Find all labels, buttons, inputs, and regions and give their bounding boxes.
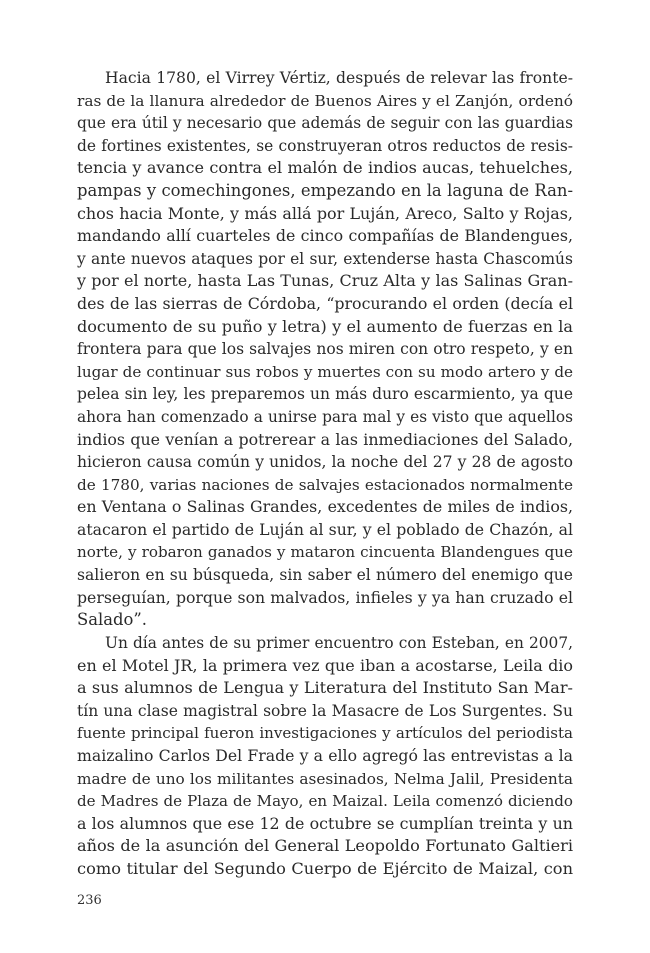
text-line: pelea sin ley, les preparemos un más duro escarmiento, ya que (77, 385, 573, 404)
text-line: perseguían, porque son malvados, infieles y ya han cruzado el (77, 587, 573, 607)
text-line: indios que venían a potrerear a las inmediaciones del Salado, (77, 429, 573, 449)
text-line: de 1780, varias naciones de salvajes estacionados normalmente (77, 475, 573, 494)
text-line: frontera para que los salvajes nos miren con otro respeto, y en (77, 340, 573, 359)
text-line: mandando allí cuarteles de cinco compañías de Blandengues, (77, 226, 573, 246)
page-number: 236 (77, 893, 102, 908)
paragraph-1 (77, 67, 573, 632)
text-line: pampas y comechingones, empezando en la laguna de Ran- (77, 180, 573, 200)
text-line: documento de su puño y letra) y el aumento de fuerzas en la (77, 316, 573, 336)
text-line: y ante nuevos ataques por el sur, extenderse hasta Chascomús (77, 249, 573, 268)
text-line: tín una clase magistral sobre la Masacre de Los Surgentes. Su (77, 701, 573, 720)
text-line: de Madres de Plaza de Mayo, en Maizal. Leila comenzó diciendo (77, 792, 573, 811)
text-line: atacaron el partido de Luján al sur, y el poblado de Chazón, al (77, 519, 573, 539)
paragraph-2 (77, 632, 573, 881)
text-line: en el Motel JR, la primera vez que iban a acostarse, Leila dio (77, 655, 573, 675)
text-line: ahora han comenzado a unirse para mal y es visto que aquellos (77, 407, 573, 426)
text-line: norte, y robaron ganados y mataron cincuenta Blandengues que (77, 543, 573, 562)
text-line: hicieron causa común y unidos, la noche del 27 y 28 de agosto (77, 453, 573, 472)
text-line: tencia y avance contra el malón de indios aucas, tehuelches, (77, 158, 573, 178)
text-line: Hacia 1780, el Virrey Vértiz, después de relevar las fronte- (105, 69, 573, 87)
text-line: y por el norte, hasta Las Tunas, Cruz Alta y las Salinas Gran- (77, 271, 573, 291)
text-line: a los alumnos que ese 12 de octubre se cumplían treinta y un (77, 813, 573, 833)
text-line: a sus alumnos de Lengua y Literatura del Instituto San Mar- (77, 678, 573, 698)
text-line: madre de uno los militantes asesinados, Nelma Jalil, Presidenta (77, 769, 573, 788)
text-line: en Ventana o Salinas Grandes, excedentes de miles de indios, (77, 497, 573, 517)
text-line: maizalino Carlos Del Frade y a ello agregó las entrevistas a la (77, 745, 573, 765)
text-line: como titular del Segundo Cuerpo de Ejército de Maizal, con (77, 858, 573, 878)
text-line: ras de la llanura alrededor de Buenos Aires y el Zanjón, ordenó (77, 91, 573, 110)
text-line: que era útil y necesario que además de seguir con las guardias (77, 114, 573, 133)
text-line: años de la asunción del General Leopoldo Fortunato Galtieri (77, 836, 573, 856)
text-line: lugar de continuar sus robos y muertes con su modo artero y de (77, 362, 573, 381)
text-line: salieron en su búsqueda, sin saber el número del enemigo que (77, 566, 573, 585)
text-line: Salado”. (77, 610, 147, 630)
text-line: des de las sierras de Córdoba, “procurando el orden (decía el (77, 293, 573, 313)
text-line: de fortines existentes, se construyeran otros reductos de resis- (77, 136, 573, 155)
text-line: chos hacia Monte, y más allá por Luján, Areco, Salto y Rojas, (77, 203, 573, 223)
text-line: Un día antes de su primer encuentro con Esteban, en 2007, (105, 634, 573, 652)
text-line: fuente principal fueron investigaciones y artículos del periodista (77, 724, 573, 743)
